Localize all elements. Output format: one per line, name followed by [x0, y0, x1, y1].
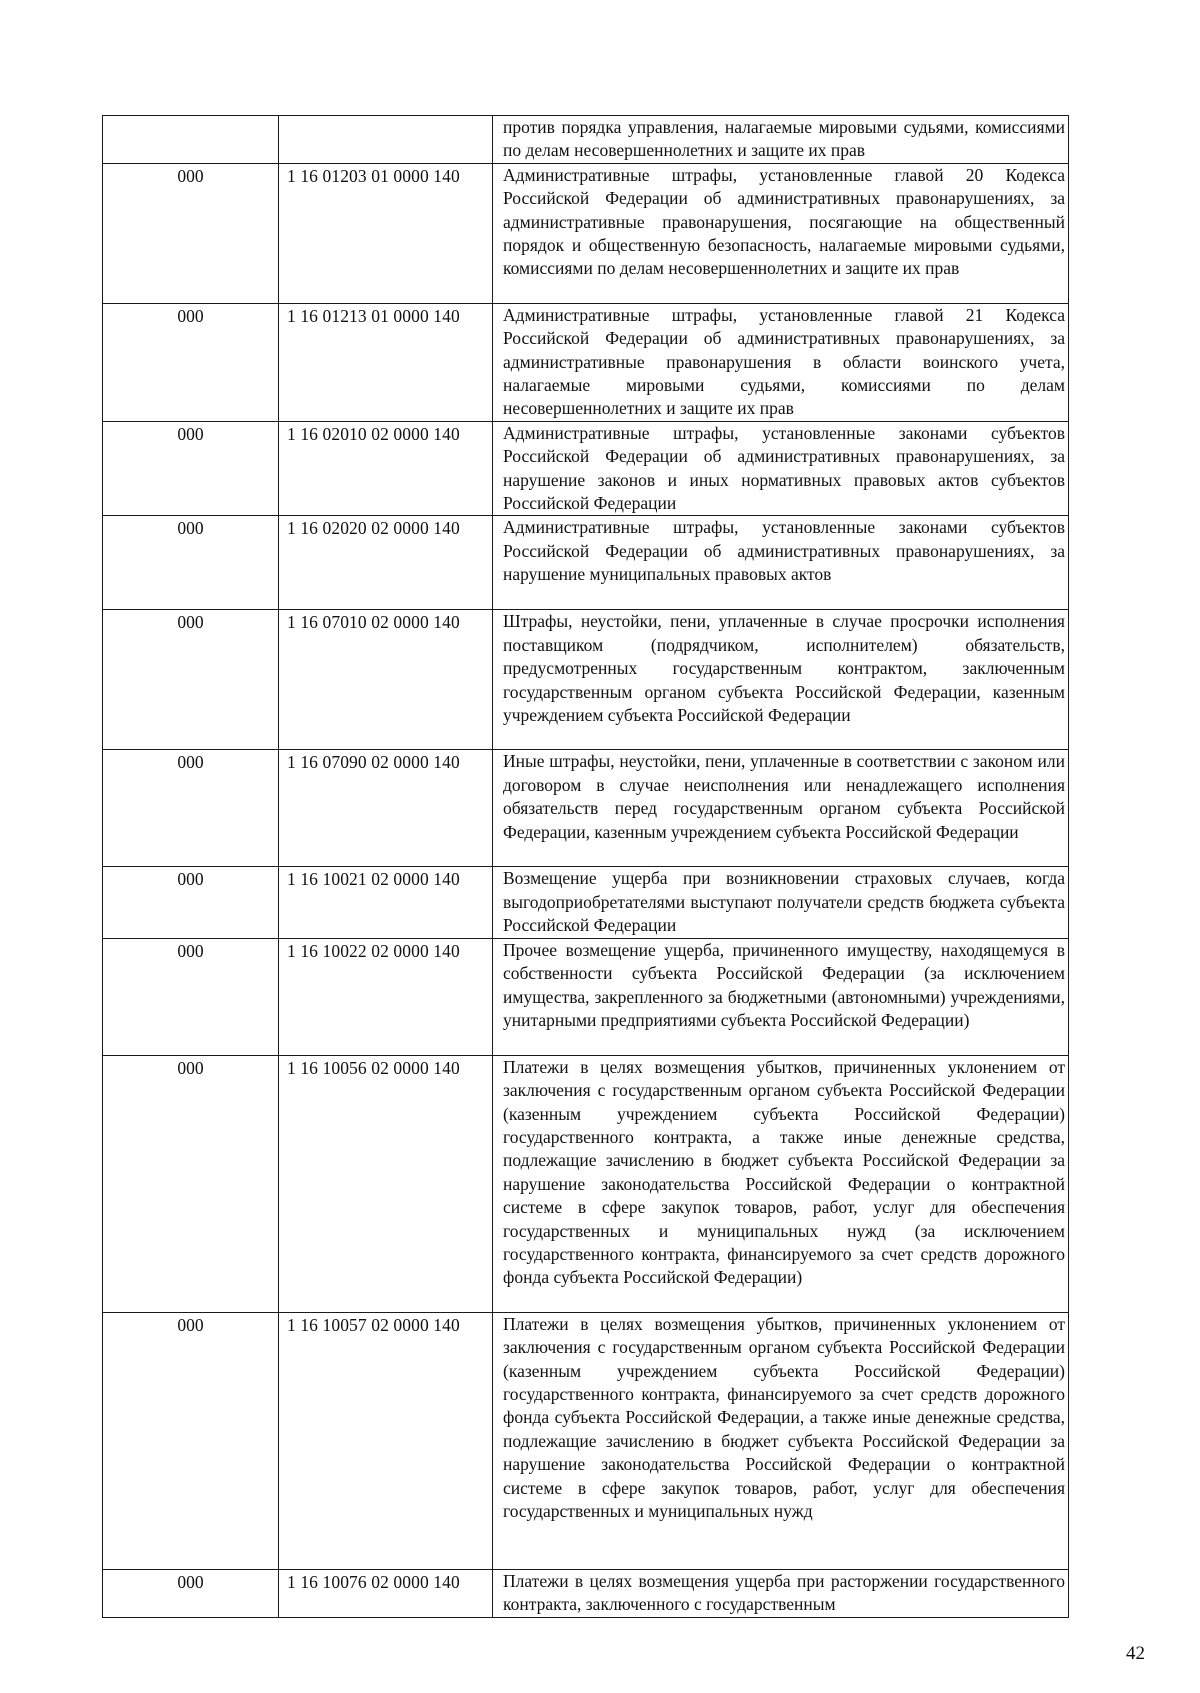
- description-cell: Иные штрафы, неустойки, пени, уплаченные в соответствии с законом или договором в случае неисполнения или ненадлежащего исполнения обязательств перед государственным органом субъекта Российской Федерации, казенным учреждением субъекта Российской Федерации: [493, 750, 1069, 867]
- description-cell: Административные штрафы, установленные главой 21 Кодекса Российской Федерации об административных правонарушениях, за административные правонарушения в области воинского учета, налагаемые мировыми судьями, комиссиями по делам несовершеннолетних и защите их прав: [493, 303, 1069, 421]
- admin-code-cell: 000: [103, 303, 279, 421]
- kbk-code-cell: 1 16 10056 02 0000 140: [279, 1055, 493, 1312]
- kbk-code-cell: 1 16 10057 02 0000 140: [279, 1312, 493, 1569]
- kbk-code-cell: 1 16 01213 01 0000 140: [279, 303, 493, 421]
- admin-code-cell: 000: [103, 750, 279, 867]
- admin-code-cell: 000: [103, 610, 279, 750]
- table-row: [103, 610, 1069, 750]
- admin-code-cell: 000: [103, 938, 279, 1055]
- table-row: [103, 1055, 1069, 1312]
- table-row: [103, 1312, 1069, 1569]
- table-row: [103, 163, 1069, 303]
- page-number: 42: [1126, 1643, 1145, 1664]
- table-row: [103, 516, 1069, 610]
- kbk-code-cell: [279, 116, 493, 164]
- admin-code-cell: 000: [103, 163, 279, 303]
- kbk-code-cell: 1 16 10022 02 0000 140: [279, 938, 493, 1055]
- description-cell: Штрафы, неустойки, пени, уплаченные в случае просрочки исполнения поставщиком (подрядчиком, исполнителем) обязательств, предусмотренных государственным контрактом, заключенным государственным органом субъекта Российской Федерации, казенным учреждением субъекта Российской Федерации: [493, 610, 1069, 750]
- revenue-codes-table: [102, 115, 1069, 1618]
- table-body: [103, 116, 1069, 1618]
- admin-code-cell: 000: [103, 421, 279, 516]
- table-row: [103, 303, 1069, 421]
- description-cell: Платежи в целях возмещения убытков, причиненных уклонением от заключения с государственным органом субъекта Российской Федерации (казенным учреждением субъекта Российской Федерации) государственного контракта, а также иные денежные средства, подлежащие зачислению в бюджет субъекта Российской Федерации за нарушение законодательства Российской Федерации о контрактной системе в сфере закупок товаров, работ, услуг для обеспечения государственных и муниципальных нужд (за исключением государственного контракта, финансируемого за счет средств дорожного фонда субъекта Российской Федерации): [493, 1055, 1069, 1312]
- description-cell: Возмещение ущерба при возникновении страховых случаев, когда выгодоприобретателями выступают получатели средств бюджета субъекта Российской Федерации: [493, 867, 1069, 938]
- table-row: [103, 421, 1069, 516]
- kbk-code-cell: 1 16 02020 02 0000 140: [279, 516, 493, 610]
- admin-code-cell: 000: [103, 516, 279, 610]
- table-row: [103, 867, 1069, 938]
- description-cell: против порядка управления, налагаемые мировыми судьями, комиссиями по делам несовершеннолетних и защите их прав: [493, 116, 1069, 164]
- admin-code-cell: 000: [103, 1569, 279, 1617]
- description-cell: Платежи в целях возмещения ущерба при расторжении государственного контракта, заключенного с государственным: [493, 1569, 1069, 1617]
- table-row: [103, 750, 1069, 867]
- kbk-code-cell: 1 16 10021 02 0000 140: [279, 867, 493, 938]
- table-row: [103, 116, 1069, 164]
- kbk-code-cell: 1 16 02010 02 0000 140: [279, 421, 493, 516]
- table-row: [103, 938, 1069, 1055]
- description-cell: Платежи в целях возмещения убытков, причиненных уклонением от заключения с государственным органом субъекта Российской Федерации (казенным учреждением субъекта Российской Федерации) государственного контракта, финансируемого за счет средств дорожного фонда субъекта Российской Федерации, а также иные денежные средства, подлежащие зачислению в бюджет субъекта Российской Федерации за нарушение законодательства Российской Федерации о контрактной системе в сфере закупок товаров, работ, услуг для обеспечения государственных и муниципальных нужд: [493, 1312, 1069, 1569]
- admin-code-cell: 000: [103, 1312, 279, 1569]
- kbk-code-cell: 1 16 07090 02 0000 140: [279, 750, 493, 867]
- description-cell: Административные штрафы, установленные главой 20 Кодекса Российской Федерации об административных правонарушениях, за административные правонарушения, посягающие на общественный порядок и общественную безопасность, налагаемые мировыми судьями, комиссиями по делам несовершеннолетних и защите их прав: [493, 163, 1069, 303]
- admin-code-cell: [103, 116, 279, 164]
- kbk-code-cell: 1 16 10076 02 0000 140: [279, 1569, 493, 1617]
- description-cell: Административные штрафы, установленные законами субъектов Российской Федерации об административных правонарушениях, за нарушение законов и иных нормативных правовых актов субъектов Российской Федерации: [493, 421, 1069, 516]
- description-cell: Административные штрафы, установленные законами субъектов Российской Федерации об административных правонарушениях, за нарушение муниципальных правовых актов: [493, 516, 1069, 610]
- description-cell: Прочее возмещение ущерба, причиненного имуществу, находящемуся в собственности субъекта Российской Федерации (за исключением имущества, закрепленного за бюджетными (автономными) учреждениями, унитарными предприятиями субъекта Российской Федерации): [493, 938, 1069, 1055]
- kbk-code-cell: 1 16 07010 02 0000 140: [279, 610, 493, 750]
- kbk-code-cell: 1 16 01203 01 0000 140: [279, 163, 493, 303]
- admin-code-cell: 000: [103, 1055, 279, 1312]
- admin-code-cell: 000: [103, 867, 279, 938]
- table-row: [103, 1569, 1069, 1617]
